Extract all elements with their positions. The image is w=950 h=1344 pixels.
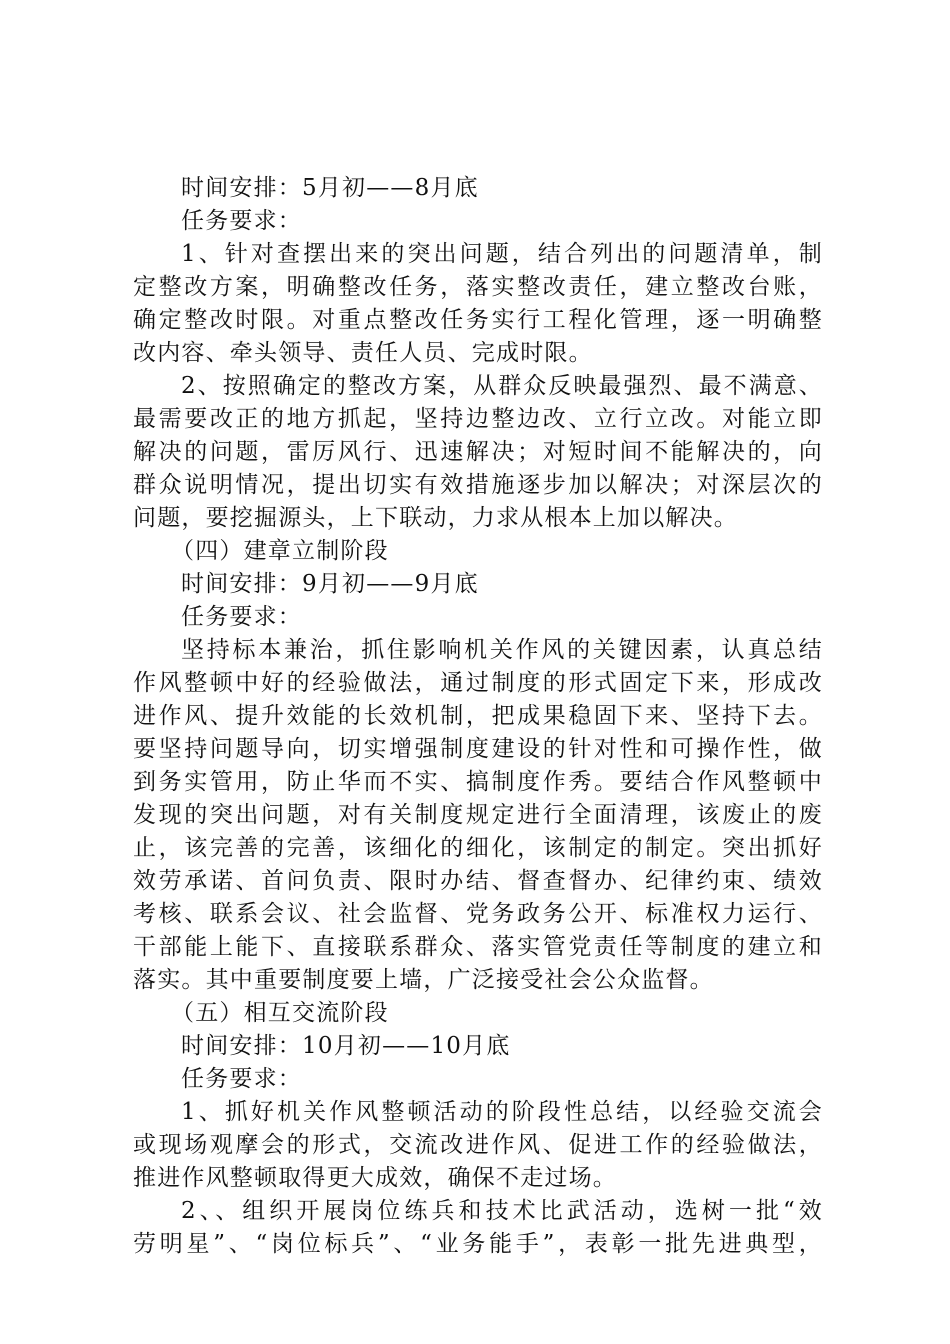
paragraph-line: 坚持标本兼治，抓住影响机关作风的关键因素，认真总结: [181, 637, 823, 663]
paragraph-line: 止，该完善的完善，该细化的细化，该制定的制定。突出抓好: [133, 835, 823, 861]
paragraph-line: 最需要改正的地方抓起，坚持边整边改、立行立改。对能立即: [133, 406, 823, 432]
paragraph-line: 时间安排：9月初——9月底: [181, 571, 479, 597]
paragraph-line: 推进作风整顿取得更大成效，确保不走过场。: [133, 1165, 617, 1191]
paragraph-line: 或现场观摩会的形式，交流改进作风、促进工作的经验做法，: [133, 1132, 823, 1158]
paragraph-line: 2、按照确定的整改方案，从群众反映最强烈、最不满意、: [181, 373, 823, 399]
paragraph-line: 落实。其中重要制度要上墙，广泛接受社会公众监督。: [133, 967, 714, 993]
paragraph-line: 干部能上能下、直接联系群众、落实管党责任等制度的建立和: [133, 934, 823, 960]
paragraph-line: 作风整顿中好的经验做法，通过制度的形式固定下来，形成改: [133, 670, 823, 696]
paragraph-line: 发现的突出问题，对有关制度规定进行全面清理，该废止的废: [133, 802, 823, 828]
paragraph-line: 任务要求：: [181, 208, 302, 234]
paragraph-line: 要坚持问题导向，切实增强制度建设的针对性和可操作性，做: [133, 736, 823, 762]
paragraph-line: 进作风、提升效能的长效机制，把成果稳固下来、坚持下去。: [133, 703, 823, 729]
paragraph-line: 确定整改时限。对重点整改任务实行工程化管理，逐一明确整: [133, 307, 823, 333]
paragraph-line: 时间安排：10月初——10月底: [181, 1033, 511, 1059]
paragraph-line: 时间安排：5月初——8月底: [181, 175, 479, 201]
paragraph-line: 考核、联系会议、社会监督、党务政务公开、标准权力运行、: [133, 901, 823, 927]
paragraph-line: 任务要求：: [181, 604, 302, 630]
paragraph-line: 任务要求：: [181, 1066, 302, 1092]
paragraph-line: 问题，要挖掘源头，上下联动，力求从根本上加以解决。: [133, 505, 738, 531]
paragraph-line: 2、、组织开展岗位练兵和技术比武活动，选树一批“效: [181, 1198, 823, 1224]
paragraph-line: 效劳承诺、首问负责、限时办结、督查督办、纪律约束、绩效: [133, 868, 823, 894]
paragraph-line: 群众说明情况，提出切实有效措施逐步加以解决；对深层次的: [133, 472, 823, 498]
paragraph-line: （五）相互交流阶段: [171, 1000, 389, 1026]
paragraph-line: 定整改方案，明确整改任务，落实整改责任，建立整改台账，: [133, 274, 823, 300]
paragraph-line: 到务实管用，防止华而不实、搞制度作秀。要结合作风整顿中: [133, 769, 823, 795]
paragraph-line: 劳明星”、“岗位标兵”、“业务能手”，表彰一批先进典型，: [133, 1231, 823, 1257]
paragraph-line: （四）建章立制阶段: [171, 538, 389, 564]
paragraph-line: 1、针对查摆出来的突出问题，结合列出的问题清单，制: [181, 241, 823, 267]
document-body: [133, 172, 823, 1261]
paragraph-line: 1、抓好机关作风整顿活动的阶段性总结，以经验交流会: [181, 1099, 823, 1125]
paragraph-line: 改内容、牵头领导、责任人员、完成时限。: [133, 340, 593, 366]
paragraph-line: 解决的问题，雷厉风行、迅速解决；对短时间不能解决的，向: [133, 439, 823, 465]
